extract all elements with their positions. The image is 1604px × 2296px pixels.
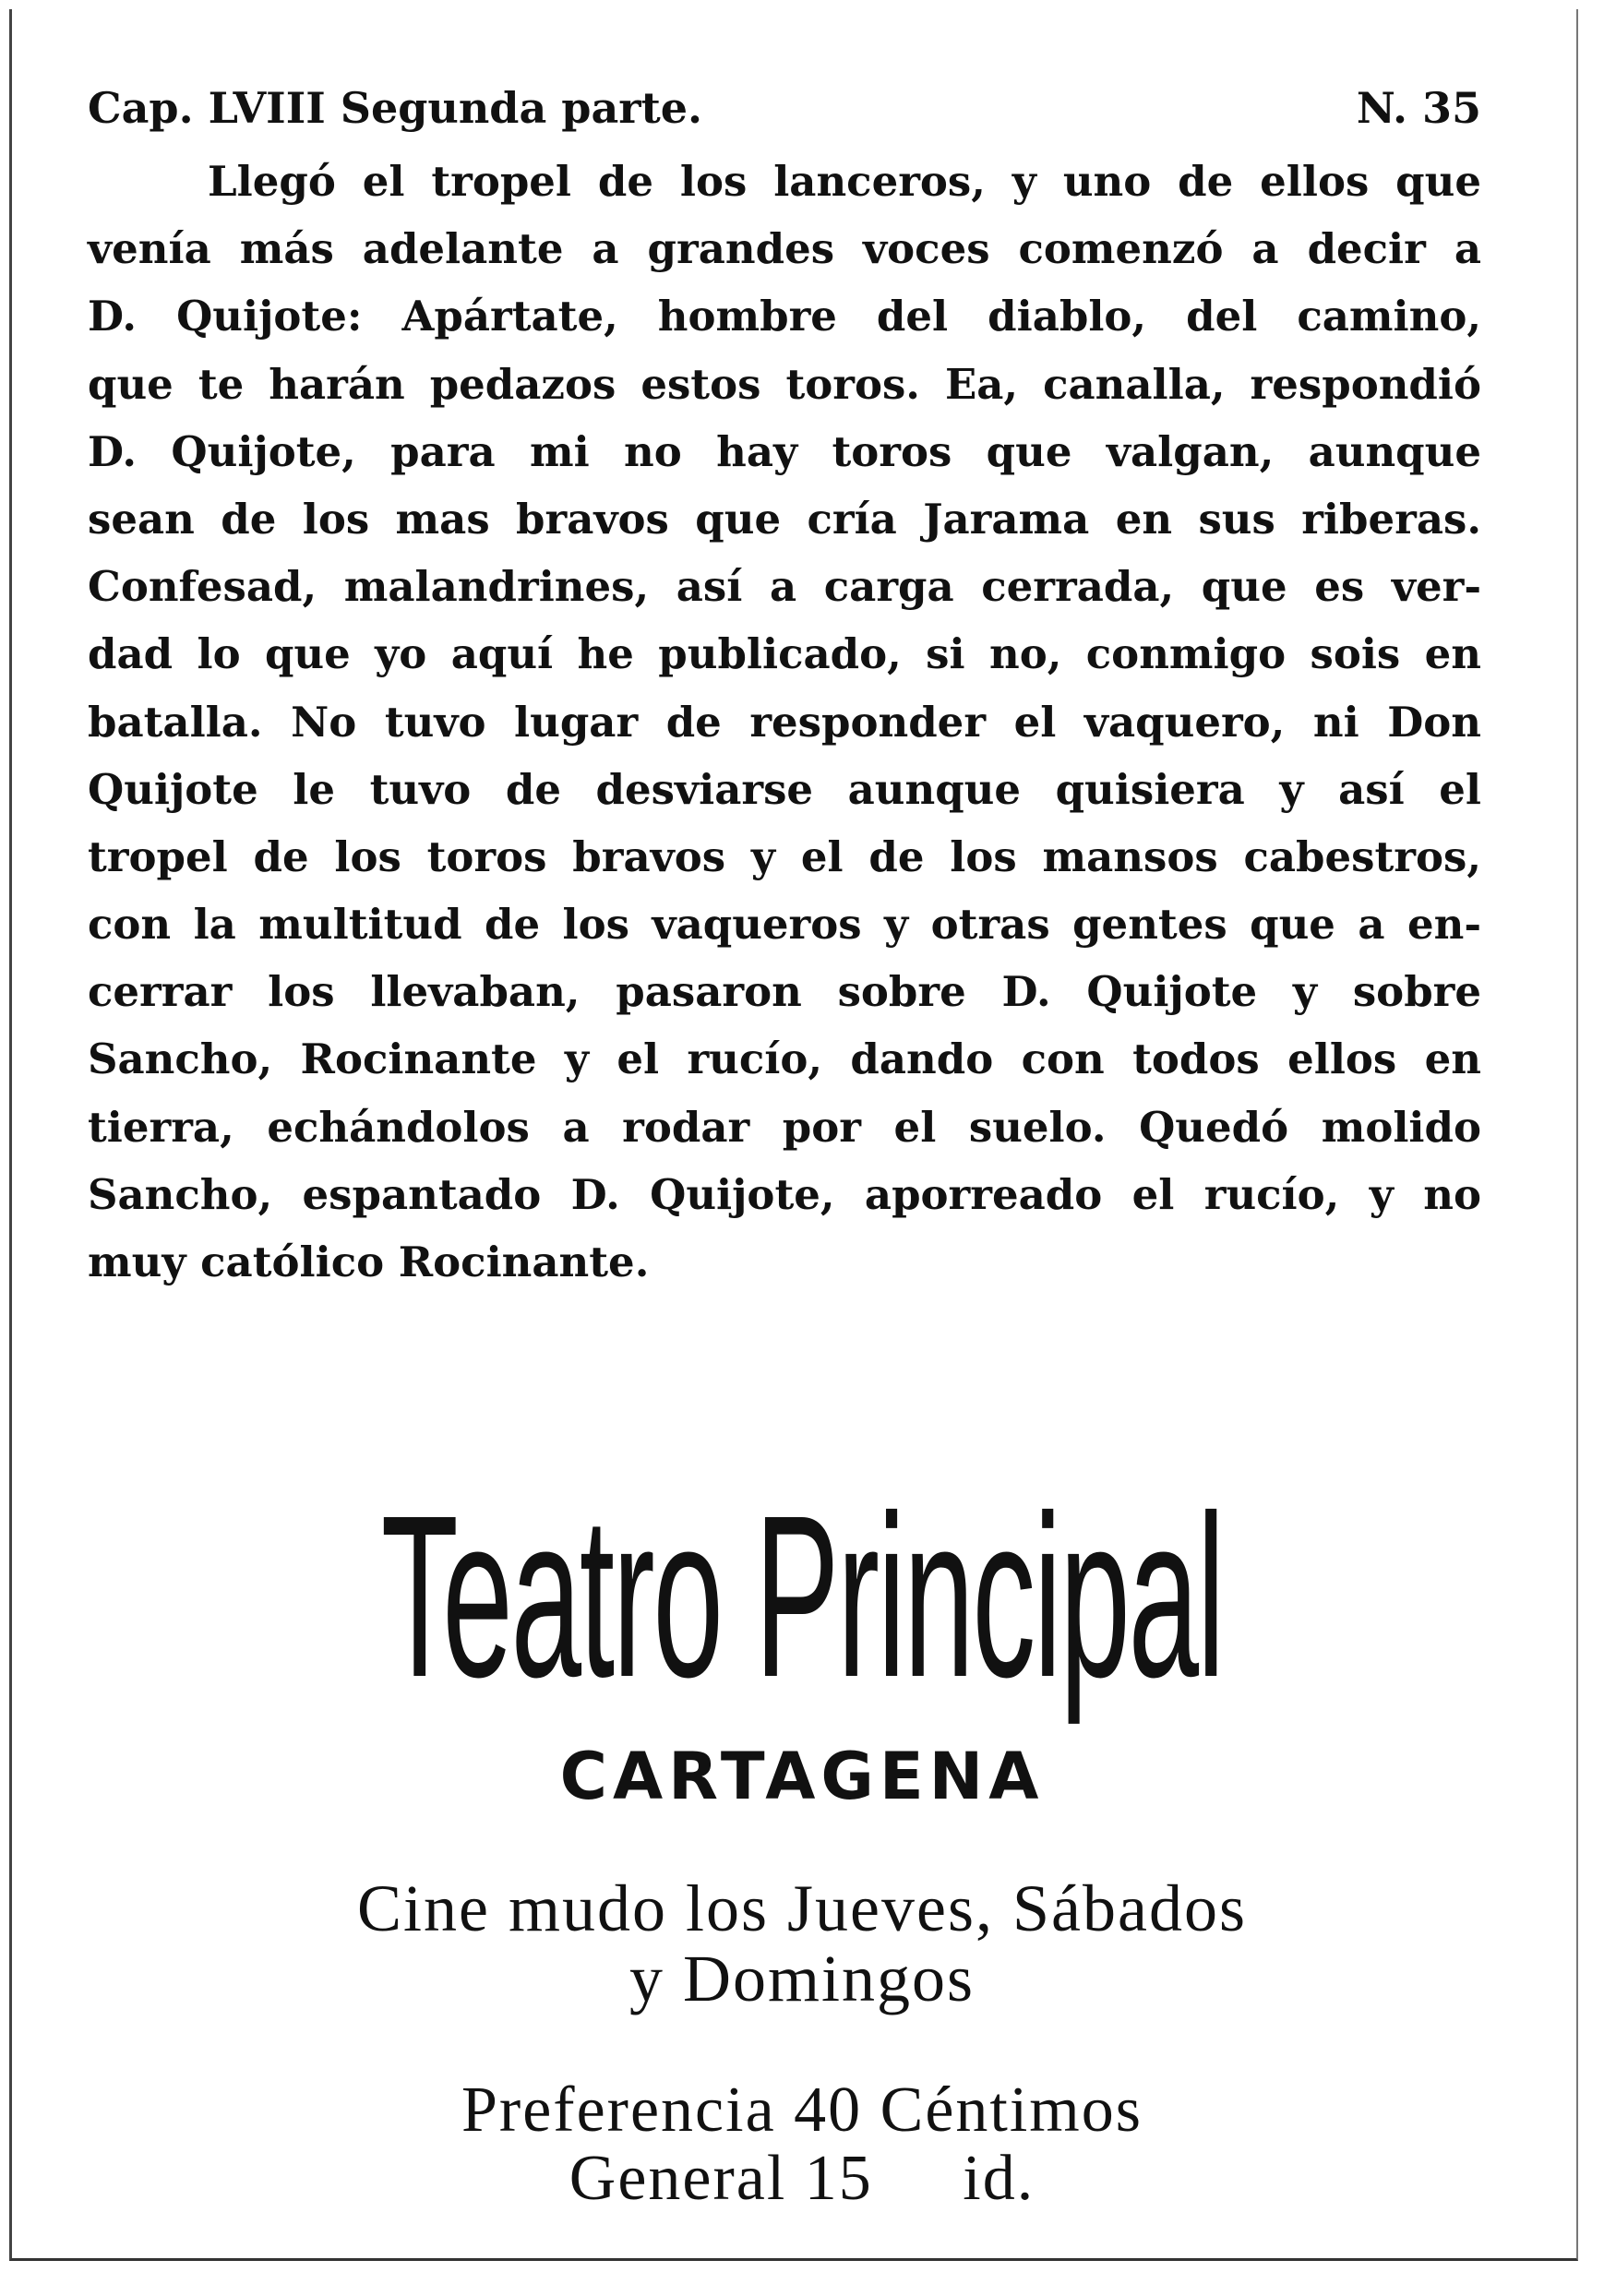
price-line: General 15 id. [569,2143,1035,2214]
text-line: Sancho, Rocinante y el rucío, dando con todos ellos en [88,1034,1481,1084]
narrative-text [88,148,1481,1296]
cinema-schedule-line: Cine mudo los Jueves, Sábados [357,1871,1247,1945]
city-name: CARTAGENA [559,1739,1045,1814]
text-line: D. Quijote, para mi no hay toros que valgan, aunque [88,426,1481,476]
price-line: Preferencia 40 Céntimos [461,2075,1143,2146]
text-line: que te harán pedazos estos toros. Ea, canalla, respondió [88,359,1481,409]
text-line: muy católico Rocinante. [88,1238,650,1286]
text-line: Confesad, malandrines, así a carga cerrada, que es ver- [88,562,1481,612]
theatre-name: Teatro Principal [380,1467,1224,1725]
ticket-prices [0,2076,1604,2213]
chapter-heading: Cap. LVIII Segunda parte. [88,83,703,133]
text-line: cerrar los llevaban, pasaron sobre D. Quijote y sobre [88,967,1481,1017]
text-line: sean de los mas bravos que cría Jarama en sus riberas. [88,494,1481,544]
cinema-schedule-line: y Domingos [628,1942,976,2015]
text-line: Quijote le tuvo de desviarse aunque quisiera y así el [88,764,1481,814]
text-line: tropel de los toros bravos y el de los mansos cabestros, [88,831,1481,881]
text-line: venía más adelante a grandes voces comenzó a decir a [88,224,1481,274]
card-number: N. 35 [1356,83,1481,133]
text-line: Sancho, espantado D. Quijote, aporreado el rucío, y no [88,1169,1481,1219]
text-line: tierra, echándolos a rodar por el suelo. Quedó molido [88,1102,1481,1152]
text-line: D. Quijote: Apártate, hombre del diablo, del camino, [88,292,1481,341]
text-line: con la multitud de los vaqueros y otras gentes que a en- [88,900,1481,950]
text-line: batalla. No tuvo lugar de responder el vaquero, ni Don [88,697,1481,747]
page-header [88,76,1481,140]
cinema-schedule [0,1873,1604,2014]
text-line: dad lo que yo aquí he publicado, si no, conmigo sois en [88,629,1481,679]
text-line: Llegó el tropel de los lanceros, y uno de ellos que [208,157,1481,206]
